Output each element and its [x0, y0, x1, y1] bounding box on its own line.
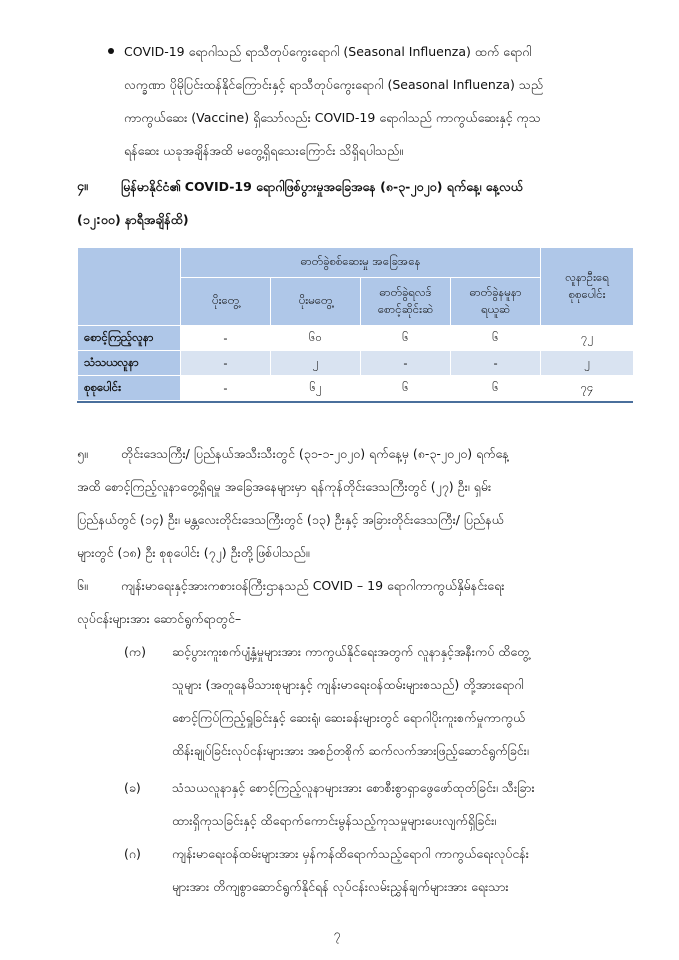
table-group-header: ဓာတ်ခွဲစစ်ဆေးမှု အခြေအနေ [181, 248, 541, 278]
text-line: (၁၂:၀၀) နာရီအချိန်ထိ) [77, 212, 189, 227]
table-row [78, 376, 634, 401]
text-line: ရန်ဆေး ယခုအချိန်အထိ မတွေ့ရှိရသေးကြောင်း သိရှိရပါသည်။ [124, 143, 404, 158]
table-col-header: ဓာတ်ခွဲနမူနာ ရယူဆဲ [451, 278, 541, 326]
text-line: သူများ (အတူနေမိသားစုများနှင့် ကျန်းမာရေးဝန်ထမ်းများစသည်) တို့အားရောဂါ [172, 677, 524, 692]
covid-status-table [77, 247, 634, 401]
text-line: လုပ်ငန်းများအား ဆောင်ရွက်ရာတွင်– [77, 611, 242, 626]
row-label: စောင့်ကြည့်လူနာ [78, 326, 181, 351]
table-row [78, 351, 634, 376]
section-6-paragraph [77, 569, 637, 635]
text-line: ကျန်းမာရေးဝန်ထမ်းများအား မှန်ကန်ထိရောက်သည့်ရောဂါ ကာကွယ်ရေးလုပ်ငန်း [172, 846, 529, 861]
section-number: ၄။ [77, 178, 88, 193]
text-line: ထိန်းချုပ်ခြင်းလုပ်ငန်းများအား အစဉ်တစိုက် ဆက်လက်အားဖြည့်ဆောင်ရွက်ခြင်း၊ [172, 743, 529, 758]
subitem-marker: (က) [124, 644, 146, 659]
table-cell: ၂ [271, 351, 361, 376]
bullet-dot [108, 48, 114, 54]
bullet-paragraph [124, 35, 644, 167]
text-line: ထားရှိကုသခြင်းနှင့် ထိရောက်ကောင်းမွန်သည့်ကုသမှုများပေးလျက်ရှိခြင်း၊ [172, 813, 497, 828]
text-line: သံသယလူနာနှင့် စောင့်ကြည့်လူနာများအား စောစီးစွာရှာဖွေဖော်ထုတ်ခြင်း၊ သီးခြား [172, 780, 535, 795]
subitem-ka [172, 635, 642, 767]
table-cell: - [181, 351, 271, 376]
table-cell: ၆၂ [271, 376, 361, 401]
table-cell: - [451, 351, 541, 376]
section-5-paragraph [77, 437, 637, 569]
table-cell: - [181, 326, 271, 351]
text-line: များအား တိကျစွာဆောင်ရွက်နိုင်ရန် လုပ်ငန်းလမ်းညွှန်ချက်များအား ရေးသား [172, 879, 509, 894]
page-number: ၇ [334, 927, 341, 941]
subitem-marker: (ခ) [124, 780, 141, 795]
table-cell: ၆ [451, 376, 541, 401]
row-label: သံသယလူနာ [78, 351, 181, 376]
table-col-header: ပိုးမတွေ့ [271, 278, 361, 326]
text-line: အထိ စောင့်ကြည့်လူနာတွေ့ရှိရမှု အခြေအနေများမှာ ရန်ကုန်တိုင်းဒေသကြီးတွင် (၂၇) ဦး၊ ရှမ်း [77, 479, 492, 494]
subitem-marker: (ဂ) [124, 846, 141, 861]
text-line: ပြည်နယ်တွင် (၁၄) ဦး၊ မန္တလေးတိုင်းဒေသကြီးတွင် (၁၃) ဦးနှင့် အခြားတိုင်းဒေသကြီး/ ပြည်နယ် [77, 512, 504, 527]
text-line: ကာကွယ်ဆေး (Vaccine) ရှိသော်လည်း COVID-19 ရောဂါသည် ကာကွယ်ဆေးနှင့် ကုသ [124, 110, 541, 125]
table-cell: ၇၂ [541, 326, 634, 351]
table-cell: ၆ [361, 326, 451, 351]
section-number: ၅။ [77, 446, 88, 461]
text-line: ကျန်းမာရေးနှင့်အားကစားဝန်ကြီးဌာနသည် COVID – 19 ရောဂါကာကွယ်နှိမ်နင်းရေး [121, 578, 505, 593]
text-line: COVID-19 ရောဂါသည် ရာသီတုပ်ကွေးရောဂါ (Seasonal Influenza) ထက် ရောဂါ [124, 44, 532, 59]
text-line: စောင့်ကြပ်ကြည့်ရှုခြင်းနှင့် ဆေးရုံ၊ ဆေးခန်းများတွင် ရောဂါပိုးကူးစက်မှုကာကွယ် [172, 710, 526, 725]
table-total-header: လူနာဦးရေ စုစုပေါင်း [541, 248, 634, 326]
table-cell: ၆၀ [271, 326, 361, 351]
table-cell: ၆ [361, 376, 451, 401]
subitem-ga [172, 837, 642, 903]
table-col-header: ဓာတ်ခွဲရလဒ် စောင့်ဆိုင်းဆဲ [361, 278, 451, 326]
table-cell: ၂ [541, 351, 634, 376]
table-cell: - [361, 351, 451, 376]
table-col-header: ပိုးတွေ့ [181, 278, 271, 326]
section-number: ၆။ [77, 578, 88, 593]
table-cell: ၇၄ [541, 376, 634, 401]
table-corner-cell [78, 248, 181, 326]
text-line: တိုင်းဒေသကြီး/ ပြည်နယ်အသီးသီးတွင် (၃၁-၁-၂၀၂၀) ရက်နေ့မှ (၈-၃-၂၀၂၀) ရက်နေ့ [121, 446, 509, 461]
subitem-kha [172, 771, 642, 837]
section-4-heading [77, 170, 637, 236]
text-line: လက္ခဏာ ပိုမိုပြင်းထန်နိုင်ကြောင်းနှင့် ရာသီတုပ်ကွေးရောဂါ (Seasonal Influenza) သည် [124, 77, 544, 92]
text-line: များတွင် (၁၈) ဦး စုစုပေါင်း (၇၂) ဦးတို့ဖြစ်ပါသည်။ [77, 545, 310, 560]
text-line: မြန်မာနိုင်ငံ၏ COVID-19 ရောဂါဖြစ်ပွားမှုအခြေအနေ (၈-၃-၂၀၂၀) ရက်နေ့၊ နေ့လယ် [121, 179, 523, 194]
table-cell: ၆ [451, 326, 541, 351]
table-row [78, 326, 634, 351]
text-line: ဆင့်ပွားကူးစက်ပျံ့နှံ့မှုများအား ကာကွယ်နိုင်ရေးအတွက် လူနာနှင့်အနီးကပ် ထိတွေ့ [172, 644, 530, 659]
row-label: စုစုပေါင်း [78, 376, 181, 401]
table-cell: - [181, 376, 271, 401]
table-bottom-border [77, 401, 633, 403]
